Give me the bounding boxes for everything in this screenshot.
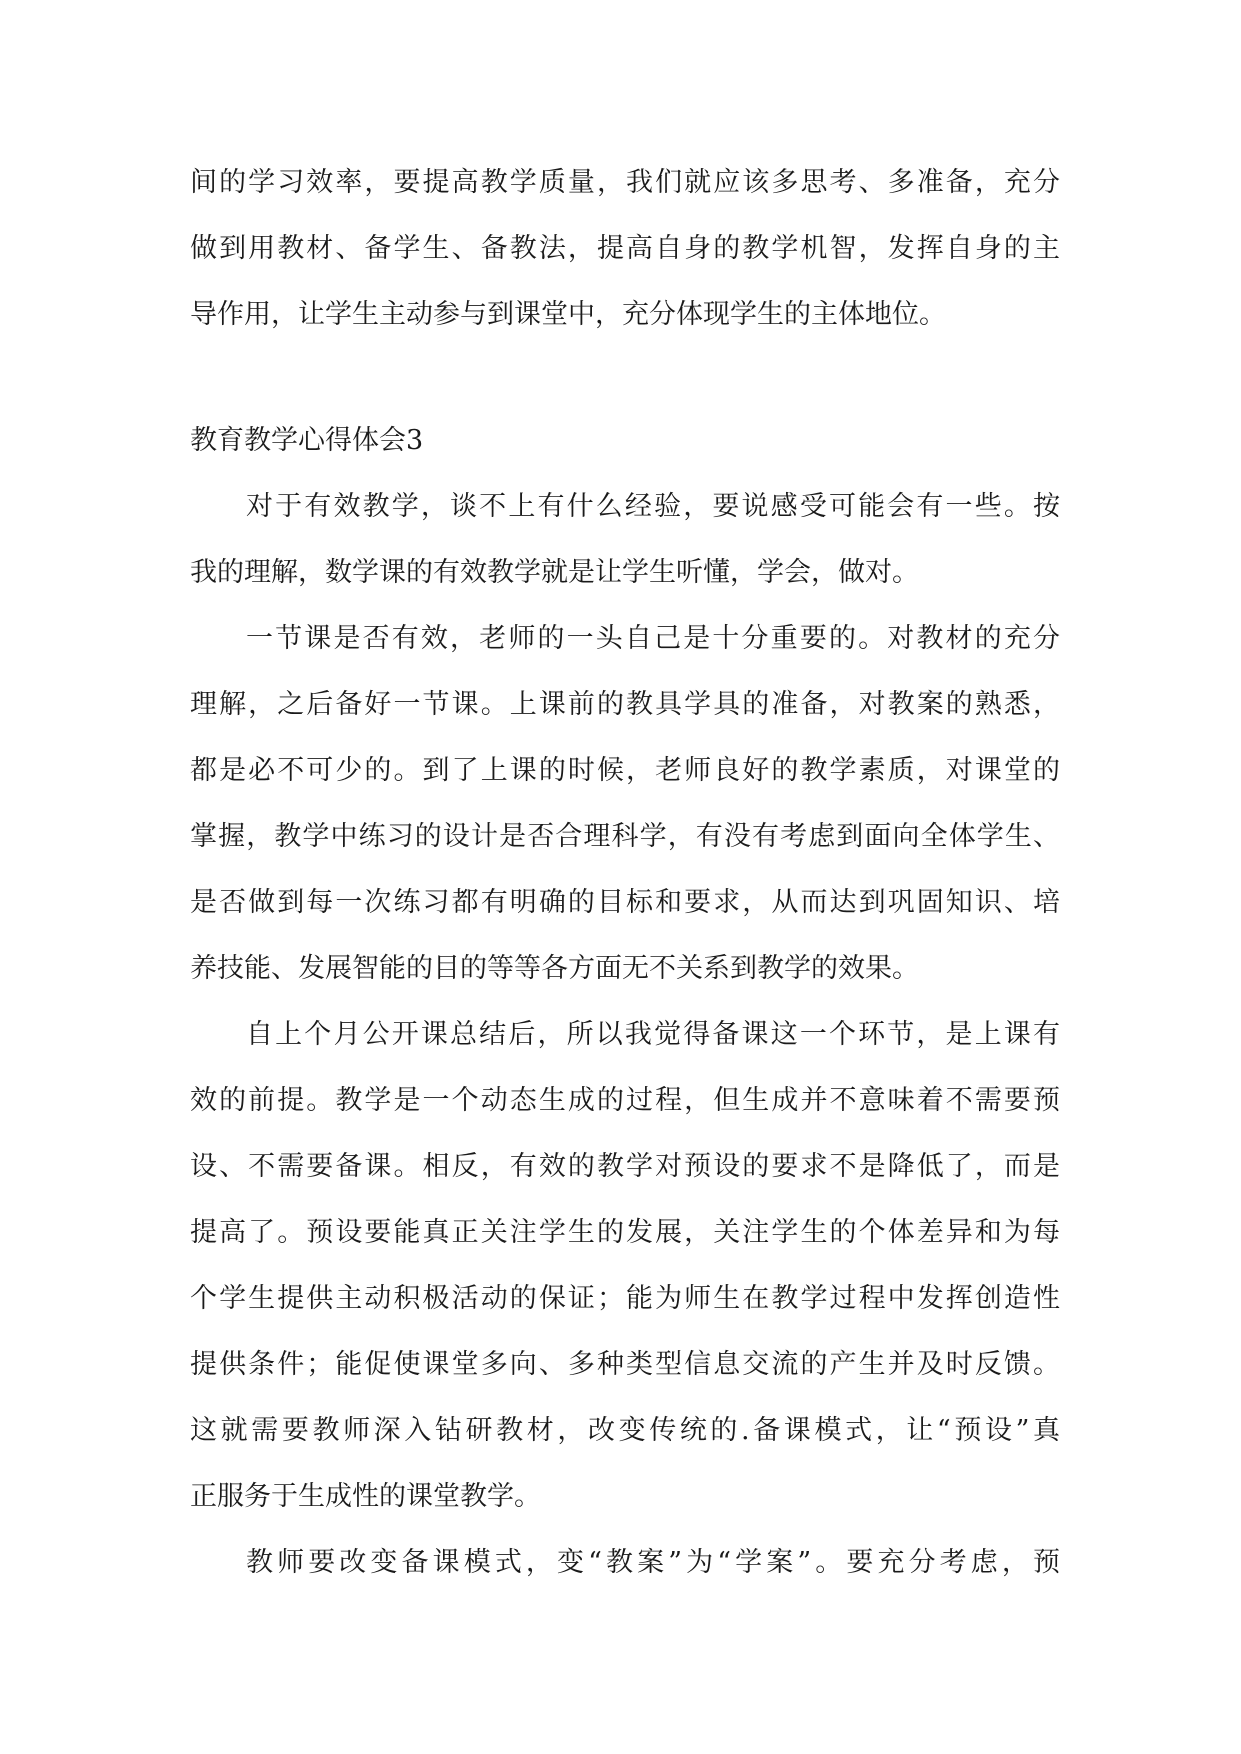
paragraph-line: 对于有效教学，谈不上有什么经验，要说感受可能会有一些。按 — [246, 491, 1060, 522]
paragraph-line: 个学生提供主动积极活动的保证；能为师生在教学过程中发挥创造性 — [190, 1283, 1060, 1314]
paragraph-line: 一节课是否有效，老师的一头自己是十分重要的。对教材的充分 — [246, 623, 1060, 654]
intro-line: 间的学习效率，要提高教学质量，我们就应该多思考、多准备，充分 — [190, 167, 1060, 198]
paragraph-line: 提高了。预设要能真正关注学生的发展，关注学生的个体差异和为每 — [190, 1217, 1060, 1248]
intro-line: 做到用教材、备学生、备教法，提高自身的教学机智，发挥自身的主 — [190, 233, 1060, 264]
paragraph-line: 掌握，教学中练习的设计是否合理科学，有没有考虑到面向全体学生、 — [190, 821, 1060, 852]
paragraph-line: 自上个月公开课总结后，所以我觉得备课这一个环节，是上课有 — [246, 1019, 1060, 1050]
section-title: 教育教学心得体会3 — [190, 425, 424, 456]
paragraph-line: 我的理解，数学课的有效教学就是让学生听懂，学会，做对。 — [190, 557, 919, 588]
paragraph-line: 是否做到每一次练习都有明确的目标和要求，从而达到巩固知识、培 — [190, 887, 1060, 918]
paragraph-line: 养技能、发展智能的目的等等各方面无不关系到教学的效果。 — [190, 953, 919, 984]
paragraph-line: 这就需要教师深入钻研教材，改变传统的.备课模式，让“预设”真 — [190, 1415, 1060, 1446]
paragraph-line: 理解，之后备好一节课。上课前的教具学具的准备，对教案的熟悉， — [190, 689, 1060, 720]
paragraph-line: 提供条件；能促使课堂多向、多种类型信息交流的产生并及时反馈。 — [190, 1349, 1060, 1380]
intro-line: 导作用，让学生主动参与到课堂中，充分体现学生的主体地位。 — [190, 299, 946, 330]
paragraph-line: 教师要改变备课模式，变“教案”为“学案”。要充分考虑，预 — [246, 1547, 1060, 1578]
paragraph-line: 设、不需要备课。相反，有效的教学对预设的要求不是降低了，而是 — [190, 1151, 1060, 1182]
paragraph-line: 都是必不可少的。到了上课的时候，老师良好的教学素质，对课堂的 — [190, 755, 1060, 786]
paragraph-line: 正服务于生成性的课堂教学。 — [190, 1481, 541, 1512]
paragraph-line: 效的前提。教学是一个动态生成的过程，但生成并不意味着不需要预 — [190, 1085, 1060, 1116]
